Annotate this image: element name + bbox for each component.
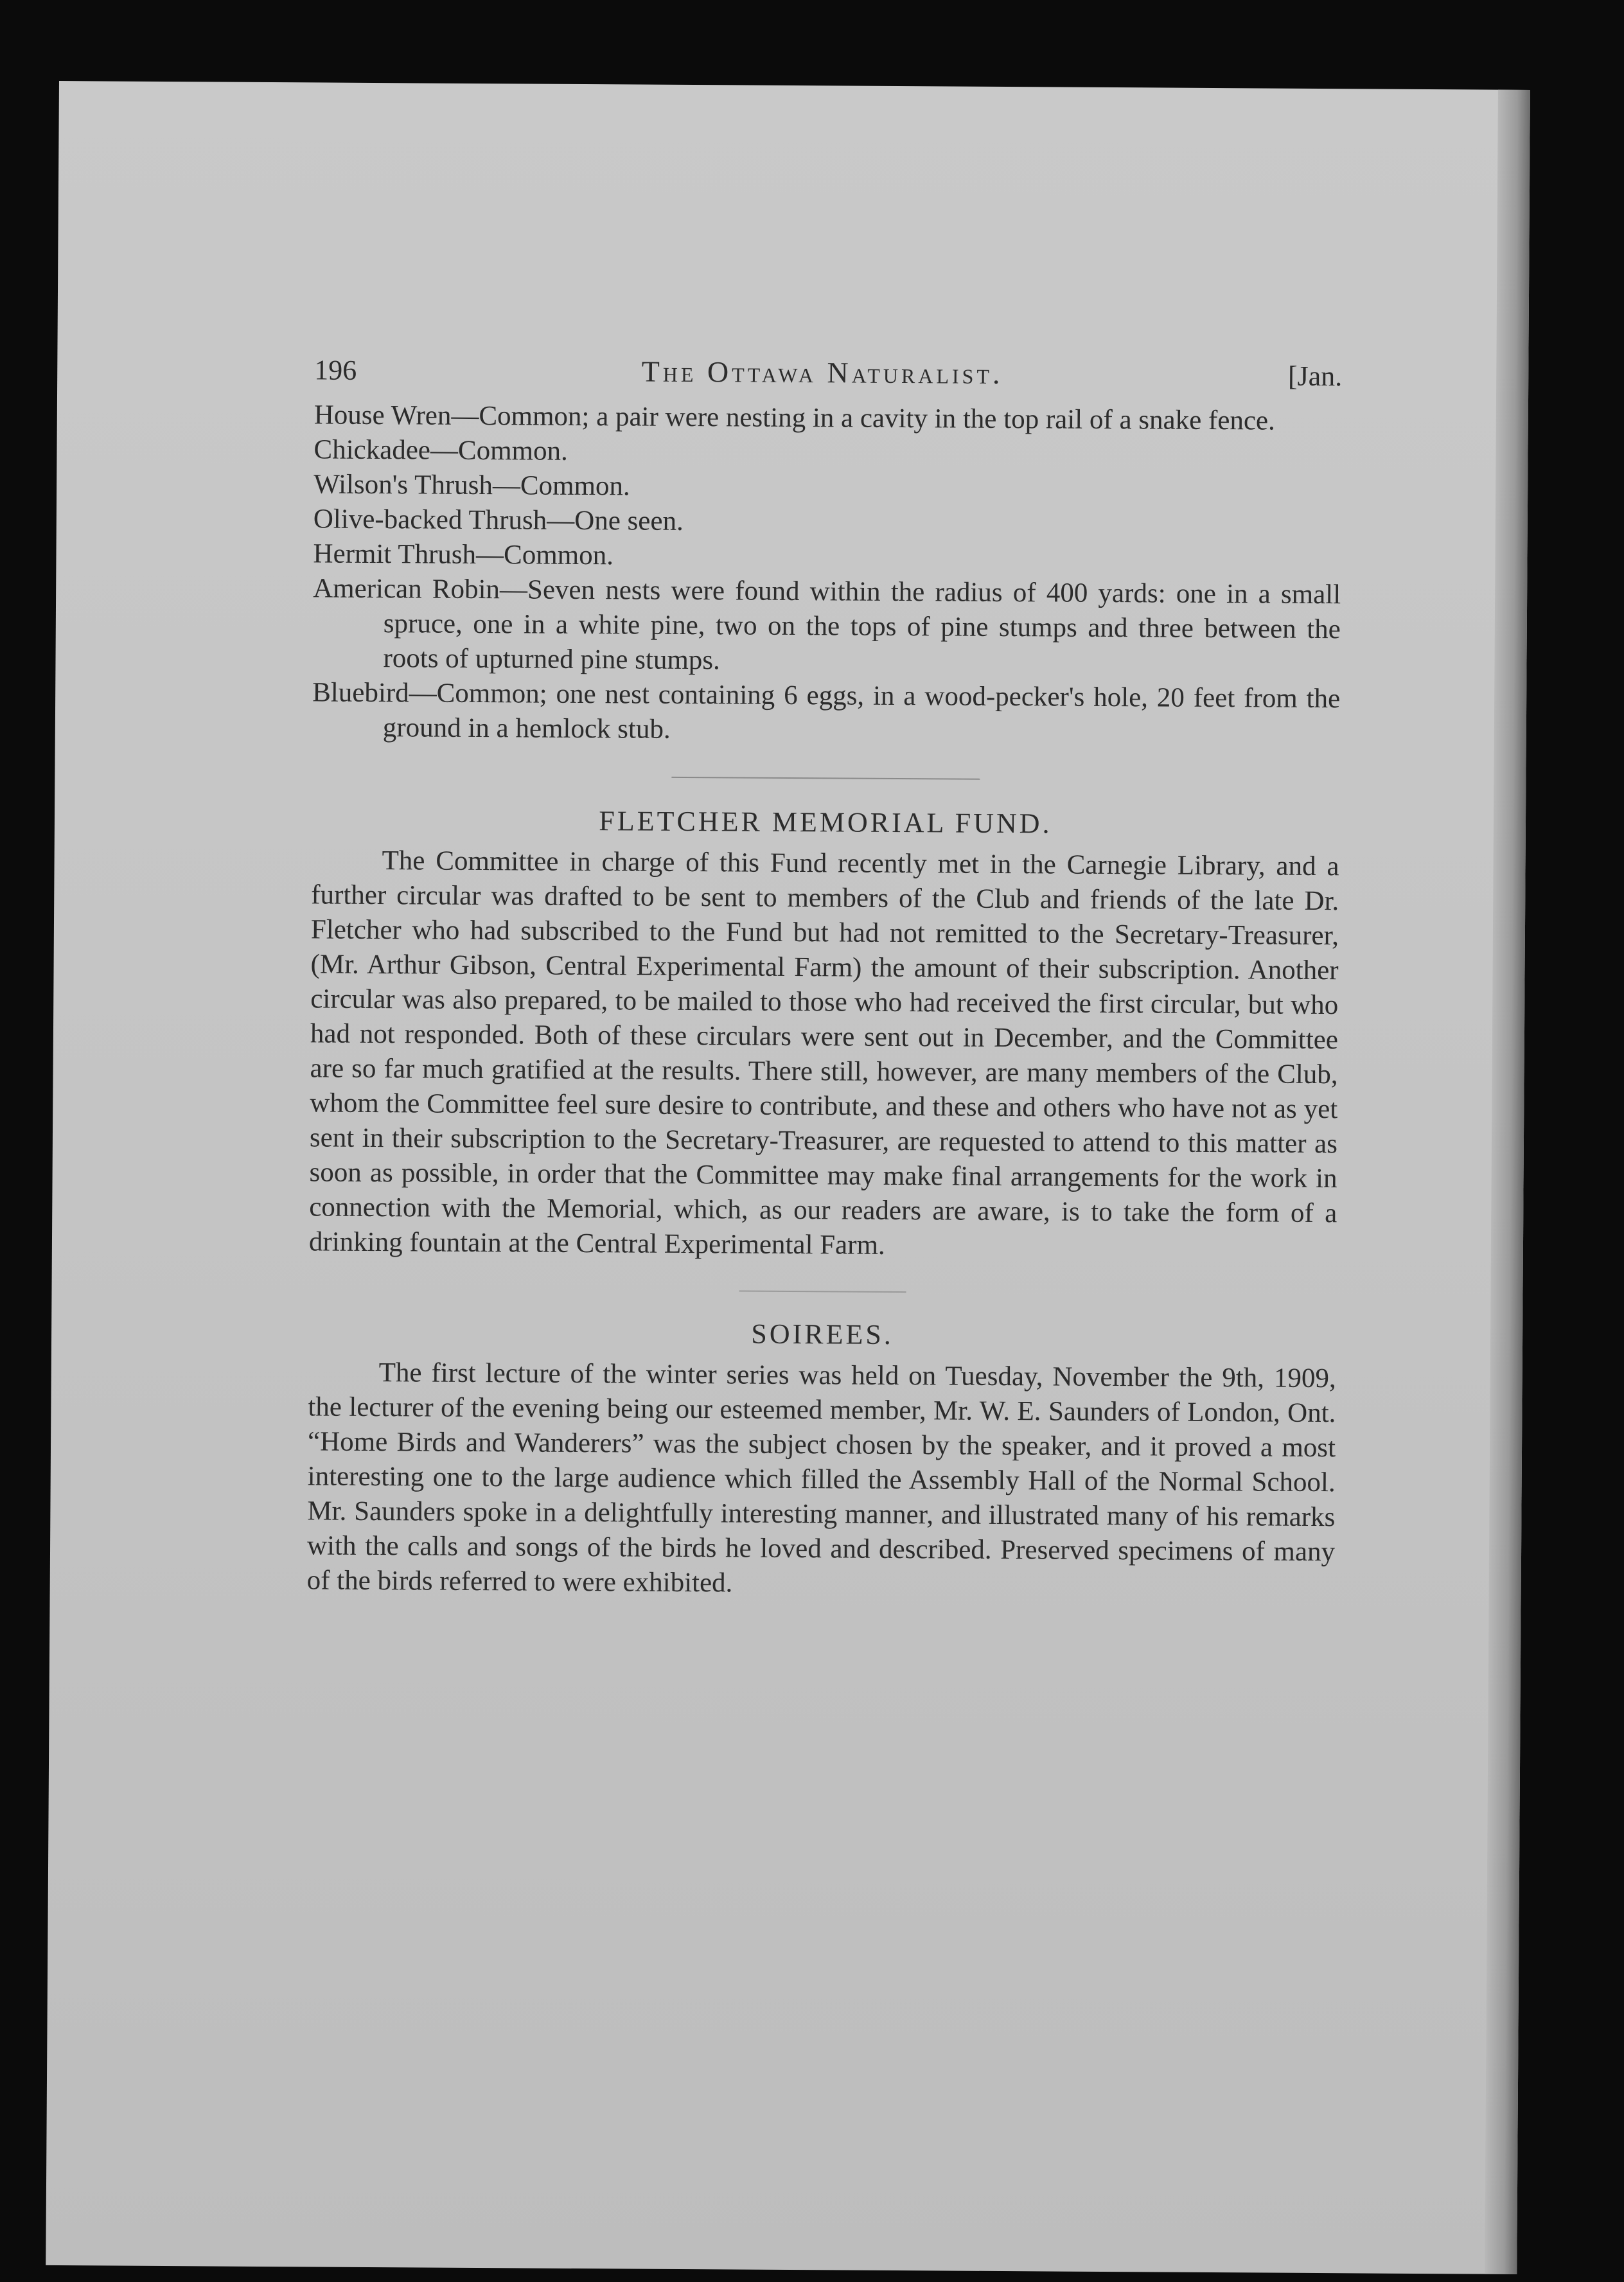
book-page xyxy=(46,81,1530,2274)
journal-title: The Ottawa Naturalist. xyxy=(641,355,1003,390)
species-entry-house-wren: House Wren—Common; a pair were nesting in a cavity in the top rail of a snake fence. xyxy=(313,400,1275,436)
species-entry-olive-backed-thrush: Olive-backed Thrush—One seen. xyxy=(313,504,684,536)
species-entry-chickadee: Chickadee—Common. xyxy=(313,434,568,466)
section-divider xyxy=(671,777,980,780)
species-list xyxy=(312,398,1342,751)
section-divider-2 xyxy=(739,1291,906,1293)
fletcher-body: The Committee in charge of this Fund recently met in the Carnegie Library, and a further circular was drafted to be sent to members of the Club and friends of the late Dr. Fletcher who had subscribed to the Fund but had not remitted to the Secretary-Treasurer, (Mr. Arthur Gibson, Central Experimental Farm) the amount of their subscription. Another circular was also prepared, to be mailed to those who had received the first circular, but who had not responded. Both of these circulars were sent out in December, and the Committee are so far much gratified at the results. There still, however, are many members of the Club, whom the Committee feel sure desire to contribute, and these and others who have not as yet sent in their subscription to the Secretary-Treasurer, are requested to attend to this matter as soon as possible, in order that the Committee may make final arrangements for the work in connection with the Memorial, which, as our readers are aware, is to take the form of a drinking fountain at the Central Experimental Farm. xyxy=(308,845,1339,1260)
species-entry-american-robin: American Robin—Seven nests were found within the radius of 400 yards: one in a small spruce, one in a white pine, two on the tops of pine stumps and three between the roots of upturned pine stumps. xyxy=(313,573,1341,676)
page-number: 196 xyxy=(314,354,357,386)
running-head xyxy=(314,352,1342,393)
page-content xyxy=(307,352,1343,1604)
soirees-body: The first lecture of the winter series was held on Tuesday, November the 9th, 1909, the lecturer of the evening being our esteemed member, Mr. W. E. Saunders of London, Ont. “Home Birds and Wanderers” was the subject chosen by the speaker, and it proved a most interesting one to the large audience which filled the Assembly Hall of the Normal School. Mr. Saunders spoke in a delightfully interesting manner, and illustrated many of his remarks with the calls and songs of the birds he loved and described. Preserved specimens of many of the birds referred to were exhibited. xyxy=(306,1358,1336,1598)
species-entry-bluebird: Bluebird—Common; one nest containing 6 eggs, in a wood-pecker's hole, 20 feet from the ground in a hemlock stub. xyxy=(312,677,1341,745)
species-entry-hermit-thrush: Hermit Thrush—Common. xyxy=(313,538,614,571)
issue-month: [Jan. xyxy=(1287,360,1343,393)
book-spine xyxy=(1485,90,1530,2274)
soirees-heading: SOIREES. xyxy=(751,1318,894,1350)
fletcher-heading: FLETCHER MEMORIAL FUND. xyxy=(599,805,1052,840)
species-entry-wilsons-thrush: Wilson's Thrush—Common. xyxy=(313,469,630,502)
